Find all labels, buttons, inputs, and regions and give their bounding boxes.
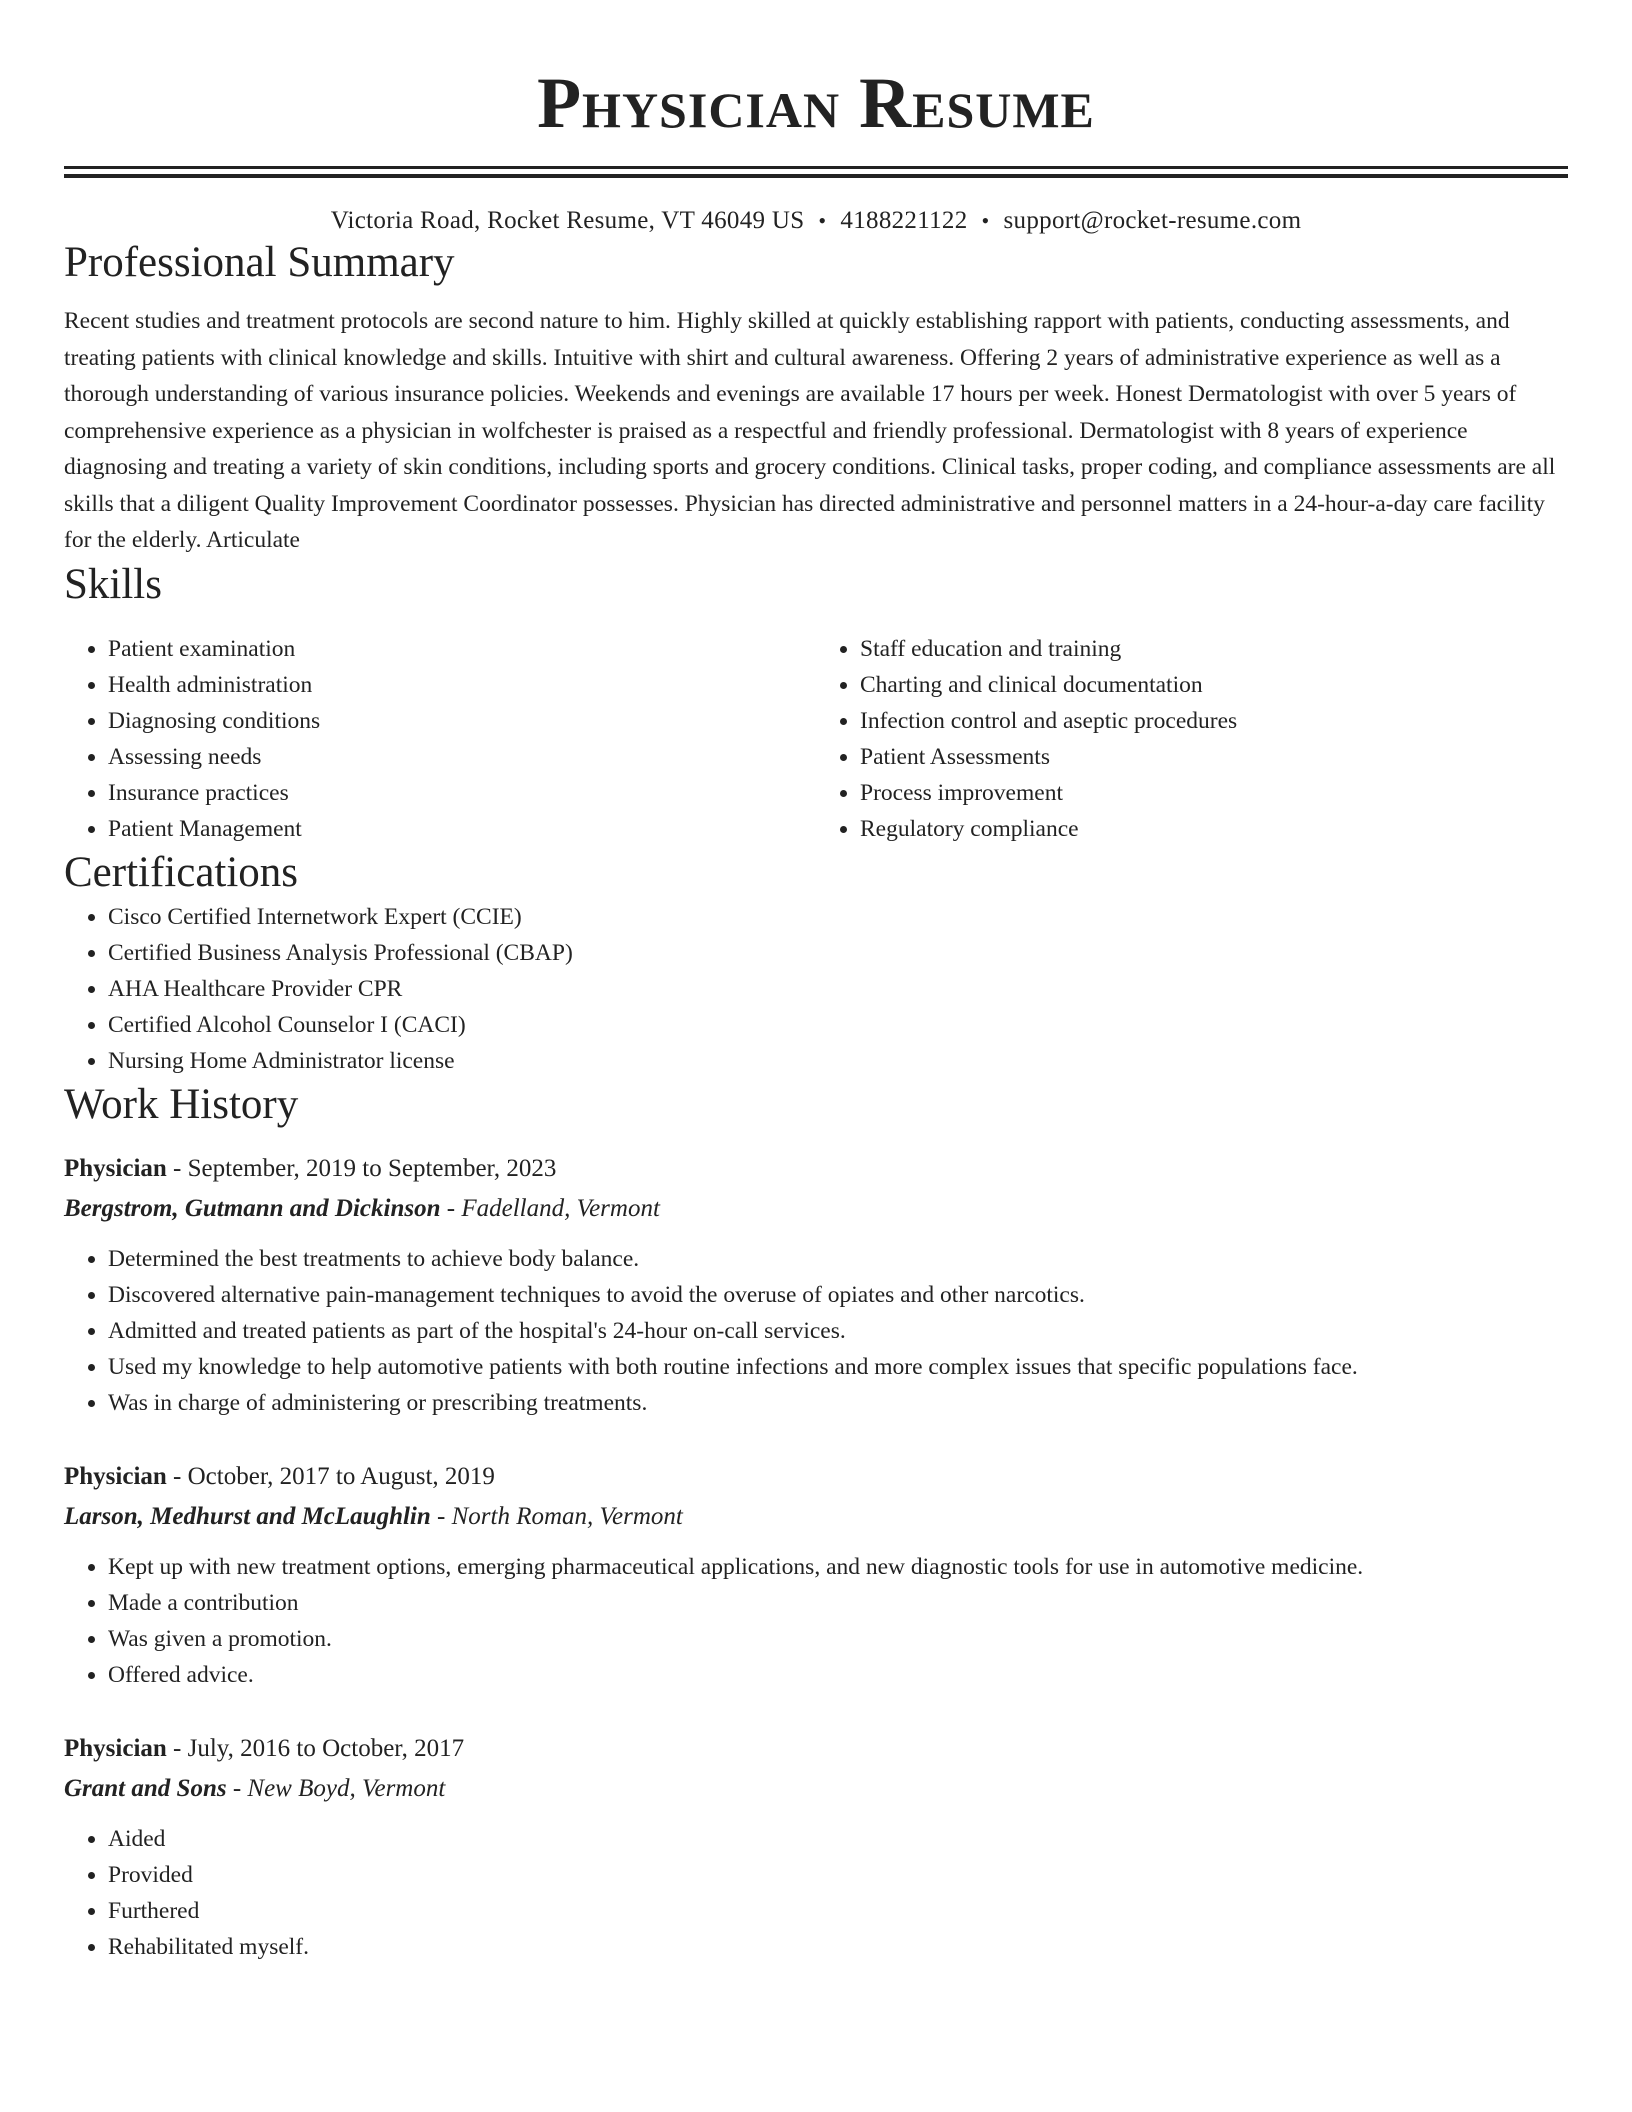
job-bullet: • Aided [108,1821,1568,1857]
certification-item: • Certified Business Analysis Professional (CBAP) [108,935,1568,971]
work-history-heading: Work History [64,1080,299,1128]
job-bullet: • Used my knowledge to help automotive patients with both routine infections and more complex issues that specific populations face. [108,1349,1568,1385]
contact-phone: 4188221122 [840,207,968,234]
job-bullet: • Rehabilitated myself. [108,1929,1568,1965]
job-title: Physician [64,1154,167,1182]
job-company: Bergstrom, Gutmann and Dickinson [64,1194,441,1222]
job-bullet: • Admitted and treated patients as part of the hospital's 24-hour on-call services. [108,1313,1568,1349]
contact-separator: • [981,208,990,233]
job-bullet: • Kept up with new treatment options, emerging pharmaceutical applications, and new diagnostic tools for use in automotive medicine. [108,1549,1568,1585]
contact-separator: • [818,208,827,233]
job-title: Physician [64,1462,167,1490]
job-employer [64,1189,1568,1229]
certification-item: • Cisco Certified Internetwork Expert (CCIE) [108,899,1568,935]
job-bullet: • Discovered alternative pain-management techniques to avoid the overuse of opiates and other narcotics. [108,1277,1568,1313]
job-employer [64,1497,1568,1537]
job-bullet: • Determined the best treatments to achieve body balance. [108,1241,1568,1277]
job-location: - Fadelland, Vermont [440,1194,660,1222]
skill-item: • Diagnosing conditions [108,703,816,739]
job-bullet: • Furthered [108,1893,1568,1929]
contact-address: Victoria Road, Rocket Resume, VT 46049 US [330,207,805,234]
job-bullet: • Provided [108,1857,1568,1893]
job-company: Larson, Medhurst and McLaughlin [64,1502,431,1530]
job-bullets [64,1241,1568,1421]
skill-item: • Assessing needs [108,739,816,775]
skill-item: • Patient Management [108,811,816,847]
certification-item: • Nursing Home Administrator license [108,1043,1568,1079]
skills-heading: Skills [64,560,162,608]
job-location: - New Boyd, Vermont [226,1774,446,1802]
skills-list-right [816,631,1568,847]
job-header [64,1149,1568,1189]
page-title: Physician Resume [537,63,1095,143]
job-entry [64,1149,1568,1421]
job-company: Grant and Sons [64,1774,227,1802]
job-employer [64,1769,1568,1809]
skill-item: • Patient examination [108,631,816,667]
skills-columns [64,631,1568,847]
job-bullet: • Offered advice. [108,1657,1568,1693]
certifications-list [64,899,1568,1079]
skill-item: • Insurance practices [108,775,816,811]
skill-item: • Staff education and training [860,631,1568,667]
job-header [64,1729,1568,1769]
summary-text: Recent studies and treatment protocols are second nature to him. Highly skilled at quickly establishing rapport with patients, conducting assessments, and treating patients with clinical knowledge and skills. Intuitive with shirt and cultural awareness. Offering 2 years of administrative experience as well as a thorough understanding of various insurance policies. Weekends and evenings are available 17 hours per week. Honest Dermatologist with over 5 years of comprehensive experience as a physician in wolfchester is praised as a respectful and friendly professional. Dermatologist with 8 years of experience diagnosing and treating a variety of skin conditions, including sports and grocery conditions. Clinical tasks, proper coding, and compliance assessments are all skills that a diligent Quality Improvement Coordinator possesses. Physician has directed administrative and personnel matters in a 24-hour-a-day care facility for the elderly. Articulate [64,308,1556,553]
job-bullet: • Was in charge of administering or prescribing treatments. [108,1385,1568,1421]
job-dates: - October, 2017 to August, 2019 [166,1462,495,1490]
skill-item: • Health administration [108,667,816,703]
certifications-heading: Certifications [64,848,299,896]
summary-heading: Professional Summary [64,239,455,286]
job-dates: - September, 2019 to September, 2023 [166,1154,557,1182]
job-title: Physician [64,1734,167,1762]
job-bullet: • Made a contribution [108,1585,1568,1621]
contact-line [64,205,1568,237]
skill-item: • Process improvement [860,775,1568,811]
contact-email: support@rocket-resume.com [1003,207,1302,234]
job-location: - North Roman, Vermont [430,1502,683,1530]
title-divider [64,166,1568,178]
certification-item: • AHA Healthcare Provider CPR [108,971,1568,1007]
job-header [64,1457,1568,1497]
skill-item: • Charting and clinical documentation [860,667,1568,703]
job-entry [64,1729,1568,1965]
resume-page [64,0,1568,1965]
job-bullets [64,1821,1568,1965]
job-bullets [64,1549,1568,1693]
job-dates: - July, 2016 to October, 2017 [166,1734,465,1762]
certification-item: • Certified Alcohol Counselor I (CACI) [108,1007,1568,1043]
skill-item: • Infection control and aseptic procedures [860,703,1568,739]
job-bullet: • Was given a promotion. [108,1621,1568,1657]
skills-list-left [64,631,816,847]
skill-item: • Patient Assessments [860,739,1568,775]
job-entry [64,1457,1568,1693]
skill-item: • Regulatory compliance [860,811,1568,847]
